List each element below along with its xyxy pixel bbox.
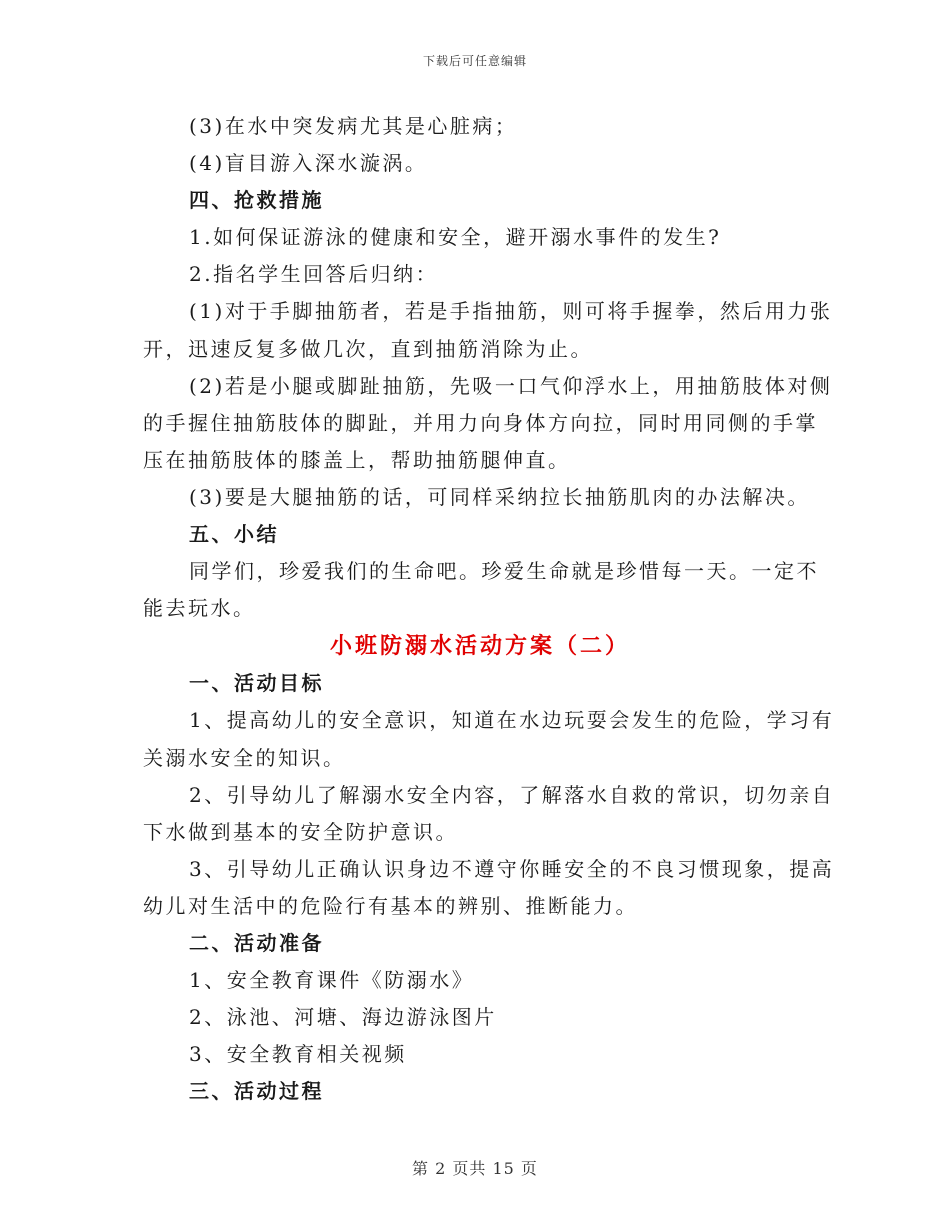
section-heading: 四、抢救措施 bbox=[189, 188, 324, 213]
paragraph-line: 开，迅速反复多做几次，直到抽筋消除为止。 bbox=[143, 336, 593, 361]
section-heading: 一、活动目标 bbox=[189, 671, 324, 696]
paragraph-line: 能去玩水。 bbox=[143, 596, 256, 621]
paragraph-line: 同学们，珍爱我们的生命吧。珍爱生命就是珍惜每一天。一定不 bbox=[189, 559, 819, 584]
paragraph-line: 压在抽筋肢体的膝盖上，帮助抽筋腿伸直。 bbox=[143, 447, 571, 472]
paragraph-line: (1)对于手脚抽筋者，若是手指抽筋，则可将手握拳，然后用力张 bbox=[189, 299, 833, 324]
paragraph-line: 2、引导幼儿了解溺水安全内容，了解落水自救的常识，切勿亲自 bbox=[189, 782, 835, 807]
part-two bbox=[143, 665, 835, 1110]
paragraph-line: 的手握住抽筋肢体的脚趾，并用力向身体方向拉，同时用同侧的手掌 bbox=[143, 410, 818, 435]
paragraph-line: 1、提高幼儿的安全意识，知道在水边玩耍会发生的危险，学习有 bbox=[189, 708, 835, 733]
list-item: 1、安全教育课件《防溺水》 bbox=[189, 968, 475, 993]
paragraph-line: (3)要是大腿抽筋的话，可同样采纳拉长抽筋肌肉的办法解决。 bbox=[189, 484, 810, 509]
paragraph-line: (2)若是小腿或脚趾抽筋，先吸一口气仰浮水上，用抽筋肢体对侧 bbox=[189, 373, 833, 398]
list-item: 2、泳池、河塘、海边游泳图片 bbox=[189, 1005, 497, 1030]
list-item: 1.如何保证游泳的健康和安全，避开溺水事件的发生? bbox=[189, 225, 722, 250]
section-heading: 五、小结 bbox=[189, 522, 279, 547]
part-one bbox=[143, 108, 833, 627]
paragraph-line: 3、引导幼儿正确认识身边不遵守你睡安全的不良习惯现象，提高 bbox=[189, 856, 835, 881]
list-item: (4)盲目游入深水漩涡。 bbox=[189, 151, 428, 176]
list-item: 2.指名学生回答后归纳： bbox=[189, 262, 439, 287]
paragraph-line: 关溺水安全的知识。 bbox=[143, 745, 346, 770]
document-title: 小班防溺水活动方案（二） bbox=[329, 633, 630, 660]
paragraph-line: 幼儿对生活中的危险行有基本的辨别、推断能力。 bbox=[143, 893, 638, 918]
section-heading: 二、活动准备 bbox=[189, 930, 324, 955]
list-item: 3、安全教育相关视频 bbox=[189, 1042, 407, 1067]
page-footer: 第 2 页共 15 页 bbox=[412, 1159, 538, 1178]
section-heading: 三、活动过程 bbox=[189, 1079, 324, 1104]
list-item: (3)在水中突发病尤其是心脏病； bbox=[189, 114, 518, 138]
paragraph-line: 下水做到基本的安全防护意识。 bbox=[143, 819, 458, 844]
document-body bbox=[143, 108, 835, 1110]
page-header: 下载后可任意编辑 bbox=[422, 54, 527, 68]
